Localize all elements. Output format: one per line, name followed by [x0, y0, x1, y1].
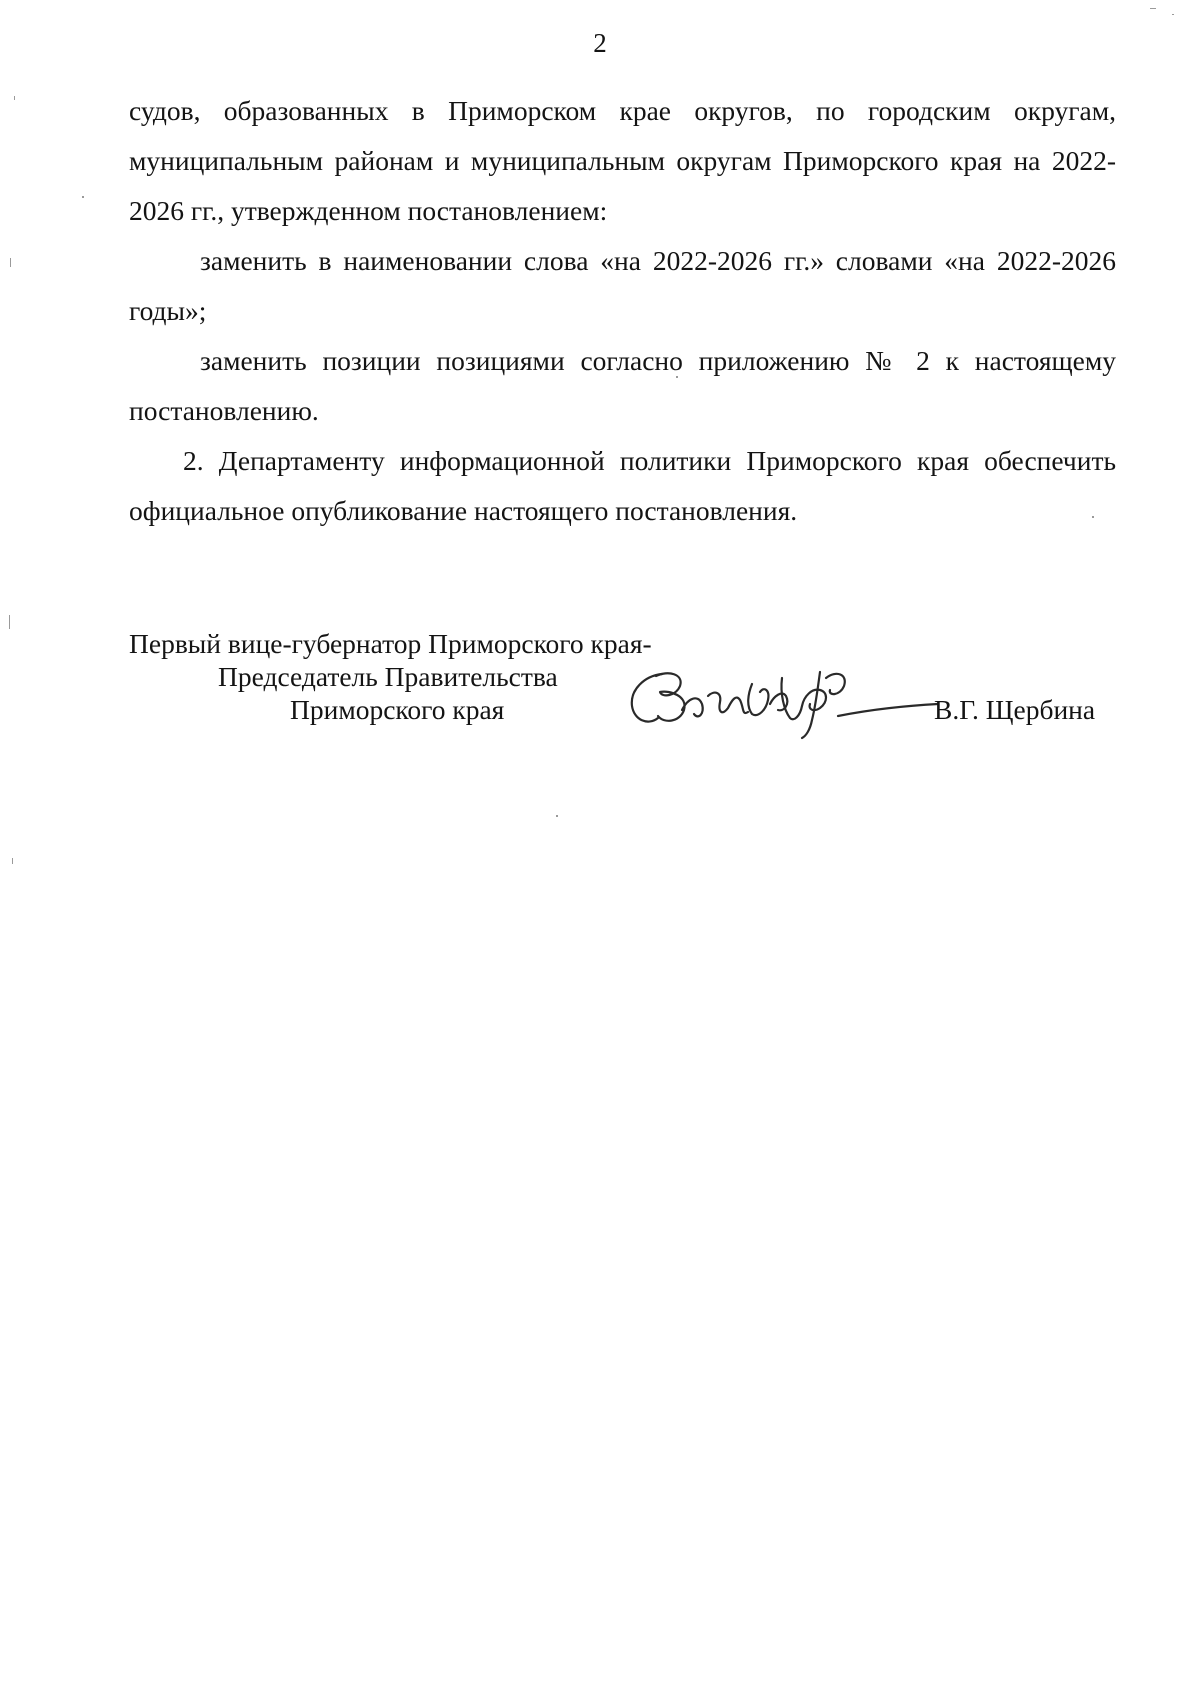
signer-position-line-1: Первый вице-губернатор Приморского края- [129, 628, 652, 659]
signer-position-line-2: Председатель Правительства [218, 661, 558, 692]
scan-speck [9, 615, 10, 629]
paragraph-replace-title: заменить в наименовании слова «на 2022-2026 гг.» словами «на 2022-2026 годы»; [129, 245, 1116, 326]
scan-speck [1092, 516, 1094, 518]
scan-speck [556, 815, 558, 817]
paragraph-continuation: судов, образованных в Приморском крае округов, по городским округам, муниципальным районам и муниципальным округам Приморского края на 2022-2026 гг., утвержденном постановлением: [129, 95, 1116, 226]
signer-name: В.Г. Щербина [934, 694, 1096, 725]
scan-speck [1172, 14, 1174, 15]
scan-speck [82, 196, 84, 198]
handwritten-signature [622, 660, 942, 742]
document-body [129, 86, 1116, 536]
paragraph-replace-positions: заменить позиции позициями согласно приложению № 2 к настоящему постановлению. [129, 345, 1116, 426]
scan-speck [676, 376, 678, 378]
paragraph-publication-order: 2. Департаменту информационной политики Приморского края обеспечить официальное опубликование настоящего постановления. [129, 445, 1116, 526]
signer-position-line-3: Приморского края [290, 694, 505, 725]
scan-speck [12, 858, 13, 864]
signature-block [0, 628, 1200, 748]
scan-speck [10, 258, 11, 267]
scan-speck [14, 96, 15, 100]
page-number: 2 [593, 28, 607, 58]
scan-speck [1150, 8, 1156, 9]
